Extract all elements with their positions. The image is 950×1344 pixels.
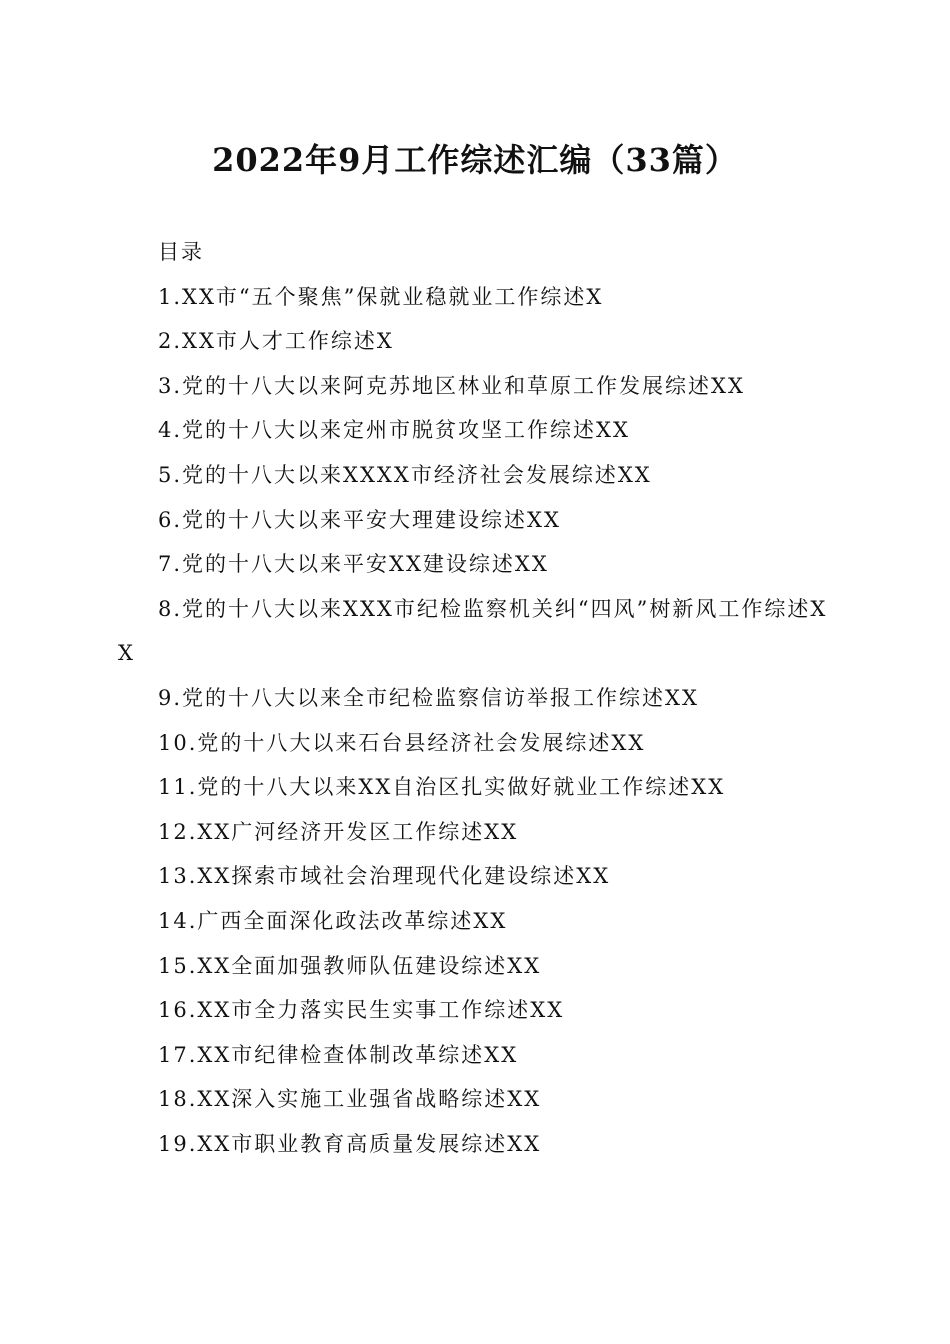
toc-item-9: 9.党的十八大以来全市纪检监察信访举报工作综述XX	[158, 685, 699, 710]
toc-item-14: 14.广西全面深化政法改革综述XX	[158, 908, 508, 933]
toc-item-15: 15.XX全面加强教师队伍建设综述XX	[158, 953, 542, 978]
toc-item-10: 10.党的十八大以来石台县经济社会发展综述XX	[158, 730, 646, 755]
toc-item-12: 12.XX广河经济开发区工作综述XX	[158, 819, 519, 844]
toc-item-3: 3.党的十八大以来阿克苏地区林业和草原工作发展综述XX	[158, 373, 745, 398]
toc-heading: 目录	[158, 240, 204, 264]
table-of-contents	[118, 230, 828, 1166]
toc-item-1: 1.XX市“五个聚焦”保就业稳就业工作综述X	[158, 284, 604, 309]
toc-item-7: 7.党的十八大以来平安XX建设综述XX	[158, 552, 549, 577]
toc-item-4: 4.党的十八大以来定州市脱贫攻坚工作综述XX	[158, 418, 630, 443]
toc-item-18: 18.XX深入实施工业强省战略综述XX	[158, 1087, 542, 1112]
document-title: 2022年9月工作综述汇编（33篇）	[212, 141, 738, 179]
toc-item-16: 16.XX市全力落实民生实事工作综述XX	[158, 998, 565, 1023]
toc-item-11: 11.党的十八大以来XX自治区扎实做好就业工作综述XX	[158, 775, 726, 800]
toc-item-6: 6.党的十八大以来平安大理建设综述XX	[158, 507, 561, 532]
toc-item-13: 13.XX探索市域社会治理现代化建设综述XX	[158, 864, 611, 889]
toc-item-17: 17.XX市纪律检查体制改革综述XX	[158, 1042, 519, 1067]
toc-item-5: 5.党的十八大以来XXXX市经济社会发展综述XX	[158, 462, 652, 487]
toc-item-19: 19.XX市职业教育高质量发展综述XX	[158, 1131, 542, 1156]
toc-item-2: 2.XX市人才工作综述X	[158, 329, 394, 354]
toc-item-8: 8.党的十八大以来XXX市纪检监察机关纠“四风”树新风工作综述XX	[118, 596, 828, 666]
